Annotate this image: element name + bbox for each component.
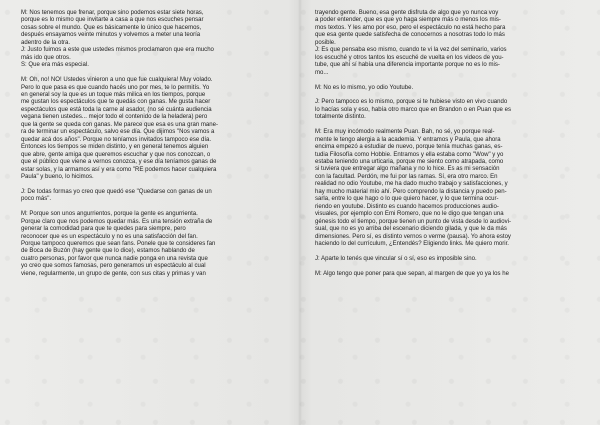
text-line: vegana tienen ustedes... mejor todo el contenido de la heladera) pero <box>21 114 208 121</box>
text-line: espectáculos que está toda la carne al asador, (no sé cuánta audiencia <box>21 106 212 113</box>
paragraph <box>315 271 580 278</box>
text-line: en general soy la que es un toque más milica en los tiempos, porque <box>21 91 206 98</box>
text-line: que abre, gente amiga que queremos escuchar y que nos conozcan, o <box>21 151 211 158</box>
text-line: quedar acá dos años". Porque no teníamos invitados tampoco ese día. <box>21 136 212 143</box>
text-line: visuales, por ejemplo con Emi Romero, que no le digo que tengan una <box>315 211 504 218</box>
left-page <box>21 10 283 286</box>
text-line: mente le tengo alergia a la academia. Y entramos y Paula, que ahora <box>315 136 501 143</box>
paragraph <box>315 129 580 248</box>
text-line: tube, que ahí sí había una diferencia importante porque no es lo mis- <box>315 62 500 69</box>
text-line: lo hacías sola y eso, había otro marco que en Brandon o en Puan que es <box>315 106 511 113</box>
text-line: M: Era muy incómodo realmente Puan. Bah, no sé, yo porque real- <box>315 129 495 136</box>
paragraph <box>21 77 283 181</box>
text-line: hay mucho material mío ahí. Pero comprendo la distancia y puedo pen- <box>315 188 507 195</box>
text-line: J: Es que pensaba eso mismo, cuando te vi la vez del seminario, varios <box>315 47 507 54</box>
text-line: con la facultad. Perdón, me fui por las ramas. Sí, era otro marco. En <box>315 173 498 180</box>
text-line: M: No es lo mismo, yo odio Youtube. <box>315 84 414 91</box>
text-line: sual, que no es yo arriba del escenario diciendo gilada, y que le da más <box>315 226 507 233</box>
text-line: yo creo que somos famosas, pero generamos un espectáculo al cual <box>21 263 206 270</box>
text-line: viene, regularmente, un grupo de gente, con sus citas y primas y van <box>21 270 206 277</box>
text-line: génesis todo el tiempo, porque tienen un punto de vista desde lo audiovi- <box>315 218 511 225</box>
text-line: los escuché y otros tantos los escuché de vuelta en los videos de you- <box>315 54 504 61</box>
text-line: M: Nos tenemos que frenar, porque sino podemos estar siete horas, <box>21 10 204 16</box>
text-line: porque es lo mismo que invitarte a casa a que nos escuches pensar <box>21 17 204 24</box>
text-line: M: Porque son unos angurrientos, porque la gente es angurrienta. <box>21 211 198 218</box>
text-line: dimensiones. Pero sí, es distinto vernos o verme (pausa). Yo ahora estoy <box>315 233 511 240</box>
text-line: a poder entender, que es que yo haga siempre más o menos los mis- <box>315 17 501 24</box>
text-line: me gustan los espectáculos que te quedás con ganas. Me gusta hacer <box>21 99 211 106</box>
text-line: posible. <box>315 39 336 46</box>
text-line: que la gente se queda con ganas. Me parece que esa es una gran mane- <box>21 121 218 128</box>
text-line: que esa gente quede satisfecha de conocernos a nosotras todo lo más <box>315 32 505 39</box>
text-line: M: Oh, no! NO! Ustedes vinieron a uno que fue cualquiera! Muy volado. <box>21 77 213 84</box>
text-line: estar solas, y la armamos así y era como "RE podemos hacer cualquiera <box>21 166 217 173</box>
text-line: mo... <box>315 69 329 76</box>
text-line: generar la comodidad para que te quedes para siempre, pero <box>21 226 186 233</box>
text-line: ra de terminar un espectáculo, salvo ese día. Que dijimos "Nos vamos a <box>21 129 215 136</box>
paragraph <box>21 211 283 278</box>
text-line: de Boca de Buzón (hay gente que lo dice), estamos hablando de <box>21 248 195 255</box>
text-line: Porque claro que nos podemos quedar más. Es una tensión extraña de <box>21 218 213 225</box>
text-line: si tuviera que entregar algo mañana y no lo hice. Es as mi sensación <box>315 166 500 173</box>
text-line: J: Aparte lo tenés que vincular sí o sí, eso es imposible sino. <box>315 255 477 262</box>
paragraph <box>315 256 580 263</box>
text-line: adentro de la otra. <box>21 39 71 46</box>
text-line: poco más". <box>21 196 52 203</box>
text-line: totalmente distinto. <box>315 114 366 121</box>
right-page <box>315 10 580 286</box>
text-line: Pero lo que pasa es que cuando hacés uno por mes, te lo permitís. Yo <box>21 84 210 91</box>
text-line: que el público que viene a vernos conozca, y ese día teníamos ganas de <box>21 159 217 166</box>
paragraph <box>315 99 580 121</box>
text-line: haciendo lo del currículum, ¿Entendés? Eligiendo links. Me quiero morir. <box>315 241 509 247</box>
text-line: reconocer que es un espectáculo y no es una satisfacción del fan. <box>21 233 198 240</box>
text-line: después ensayamos veinte minutos y volvemos a meter una teoría <box>21 32 201 39</box>
paragraph <box>21 189 283 204</box>
text-line: Porque tampoco queremos que sean fans. Ponele que te consideres fan <box>21 241 216 247</box>
text-line: S: Que era más especial. <box>21 62 89 69</box>
text-line: cosas sobre el mundo. Que es básicamente lo único que hacemos, <box>21 24 202 31</box>
text-line: riendo en youtube. Distinto es cuando hacemos producciones audio- <box>315 203 499 210</box>
text-line: J: De todas formas yo creo que quedó ese "Quedarse con ganas de un <box>21 188 212 195</box>
text-line: mos textos. Y les amo por eso, pero el espectáculo no está hecho para <box>315 24 506 31</box>
text-line: Paula" y bueno, lo hicimos. <box>21 173 94 180</box>
paragraph <box>21 10 283 70</box>
paragraph <box>315 10 580 77</box>
text-line: J: Justo fuimos a este que ustedes mismos proclamaron que era mucho <box>21 47 214 54</box>
text-line: estaba teniendo una urticaria, porque me siento como atrapada, como <box>315 159 504 166</box>
text-line: trayendo gente. Bueno, esa gente disfruta de algo que yo nunca voy <box>315 10 499 16</box>
text-line: sarla, entre lo que hago o lo que quiero hacer, y lo que termina ocur- <box>315 196 499 203</box>
paragraph <box>315 85 580 92</box>
text-line: J: Pero tampoco es lo mismo, porque si te hubiese visto en vivo cuando <box>315 99 508 106</box>
text-line: M: Algo tengo que poner para que sepan, al margen de que yo ya los he <box>315 270 509 277</box>
text-line: Entonces los tiempos se miden distinto, y en general tenemos alguien <box>21 144 209 151</box>
text-line: realidad no odio Youtube, me ha dado mucho trabajo y satisfacciones, y <box>315 181 508 188</box>
text-line: más ido que otros. <box>21 54 71 61</box>
page-gutter <box>298 0 302 425</box>
text-line: tudia Filosofía como Hobbie. Entramos y ella estaba como "Wow" y yo <box>315 151 504 158</box>
text-line: encima empezó a estudiar de nuevo, porque tenía muchas ganas, es- <box>315 144 503 151</box>
text-line: cuatro personas, por favor que nunca nadie ponga en una revista que <box>21 255 208 262</box>
